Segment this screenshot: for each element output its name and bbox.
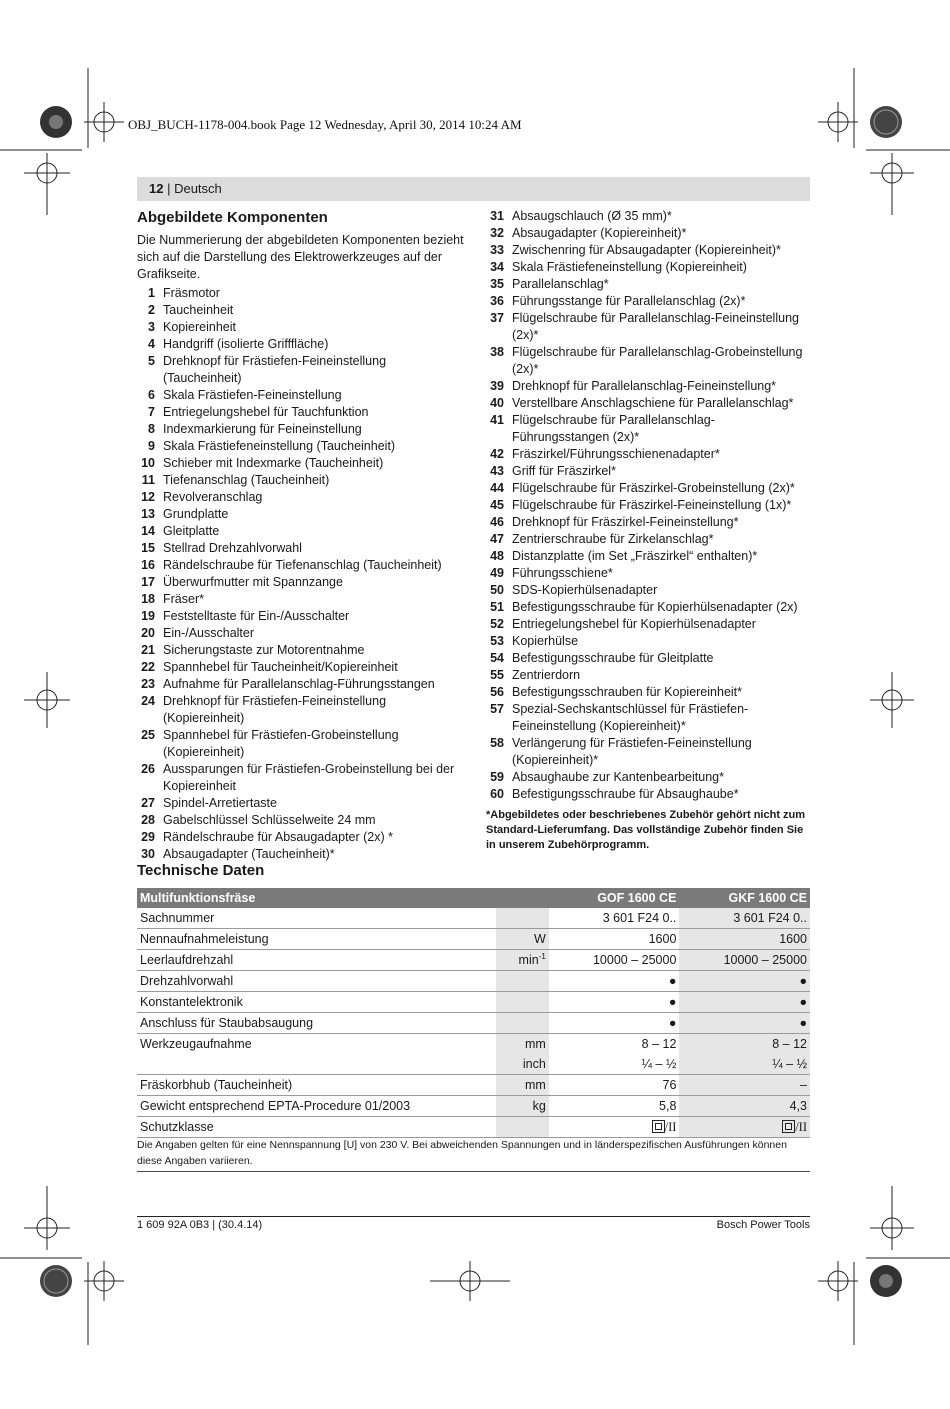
footer-divider (137, 1216, 810, 1217)
item-number: 56 (490, 685, 504, 699)
item-number: 34 (490, 260, 504, 274)
item-number: 23 (141, 677, 155, 691)
list-item (137, 404, 467, 421)
technical-footnote: Die Angaben gelten für eine Nennspannung [U] von 230 V. Bei abweichenden Spannungen und in länderspezifischen Ausführungen können diese Angaben variieren. (137, 1139, 787, 1167)
row-value-gof: 8 – 12 (641, 1037, 677, 1051)
item-text: Distanzplatte (im Set „Fräszirkel“ enthalten)* (512, 549, 758, 563)
list-item (486, 446, 806, 463)
row-value-gkf: ¼ – ½ (679, 1054, 810, 1075)
list-item (137, 676, 467, 693)
row-value-gkf: ● (679, 971, 810, 992)
item-text: Führungsschiene* (512, 566, 613, 580)
item-number: 9 (148, 439, 155, 453)
item-number: 19 (141, 609, 155, 623)
item-number: 32 (490, 226, 504, 240)
list-item (137, 421, 467, 438)
item-text: Zentrierschraube für Zirkelanschlag* (512, 532, 714, 546)
list-item (137, 438, 467, 455)
item-text: Revolveranschlag (163, 490, 263, 504)
table-row (137, 1075, 810, 1096)
item-text: Befestigungsschraube für Gleitplatte (512, 651, 714, 665)
item-text: Befestigungsschrauben für Kopiereinheit* (512, 685, 743, 699)
list-item (486, 514, 806, 531)
item-text: Skala Frästiefen-Feineinstellung (163, 388, 342, 402)
item-text: Feststelltaste für Ein-/Ausschalter (163, 609, 350, 623)
item-text: Flügelschraube für Fräszirkel-Feineinstellung (1x)* (512, 498, 792, 512)
item-number: 18 (141, 592, 155, 606)
item-text: Absaugadapter (Kopiereinheit)* (512, 226, 687, 240)
table-row (137, 929, 810, 950)
list-item (137, 523, 467, 540)
row-value-gof (549, 1117, 680, 1138)
item-number: 4 (148, 337, 155, 351)
list-item (486, 395, 806, 412)
item-number: 14 (141, 524, 155, 538)
item-number: 15 (141, 541, 155, 555)
item-number: 47 (490, 532, 504, 546)
item-number: 8 (148, 422, 155, 436)
item-text: Drehknopf für Frästiefen-Feineinstellung (Taucheinheit) (163, 354, 387, 385)
item-number: 33 (490, 243, 504, 257)
row-label: Schutzklasse (137, 1117, 496, 1138)
list-item (486, 633, 806, 650)
row-label: Sachnummer (137, 908, 496, 929)
item-number: 60 (490, 787, 504, 801)
slug-line: OBJ_BUCH-1178-004.book Page 12 Wednesday, April 30, 2014 10:24 AM (128, 117, 522, 132)
item-number: 1 (148, 286, 155, 300)
item-text: Zwischenring für Absaugadapter (Kopiereinheit)* (512, 243, 781, 257)
table-row (137, 1117, 810, 1138)
item-number: 45 (490, 498, 504, 512)
protection-class-icon (782, 1120, 795, 1133)
footer-doc-number: 1 609 92A 0B3 | (30.4.14) (137, 1219, 263, 1231)
row-label: Fräskorbhub (Taucheinheit) (137, 1075, 496, 1096)
item-number: 55 (490, 668, 504, 682)
list-item (486, 582, 806, 599)
item-text: SDS-Kopierhülsenadapter (512, 583, 658, 597)
item-text: Handgriff (isolierte Grifffläche) (163, 337, 329, 351)
table-header-gkf: GKF 1600 CE (679, 888, 810, 908)
list-item (486, 497, 806, 514)
item-number: 41 (490, 413, 504, 427)
row-label: Anschluss für Staubabsaugung (137, 1013, 496, 1034)
item-text: Kopierhülse (512, 634, 579, 648)
row-label (137, 1054, 496, 1075)
item-number: 22 (141, 660, 155, 674)
row-unit (496, 1013, 549, 1034)
list-item (137, 727, 467, 761)
item-number: 11 (141, 473, 155, 487)
item-number: 36 (490, 294, 504, 308)
item-text: Kopiereinheit (163, 320, 236, 334)
item-text: Drehknopf für Parallelanschlag-Feineinstellung* (512, 379, 777, 393)
row-value-gkf: – (679, 1075, 810, 1096)
table-header-row (137, 888, 810, 908)
item-text: Entriegelungshebel für Kopierhülsenadapter (512, 617, 756, 631)
list-item (486, 310, 806, 344)
item-number: 5 (148, 354, 155, 368)
item-text: Parallelanschlag* (512, 277, 609, 291)
row-value-gof: ● (549, 992, 680, 1013)
item-text: Grundplatte (163, 507, 229, 521)
technical-data-table (137, 888, 810, 1138)
item-number: 54 (490, 651, 504, 665)
list-item (137, 506, 467, 523)
table-row (137, 992, 810, 1013)
item-text: Rändelschraube für Tiefenanschlag (Taucheinheit) (163, 558, 442, 572)
list-item (486, 412, 806, 446)
row-value-gof: 10000 – 25000 (549, 950, 680, 971)
row-value-gkf: 10000 – 25000 (679, 950, 810, 971)
item-text: Drehknopf für Fräszirkel-Feineinstellung* (512, 515, 739, 529)
item-number: 6 (148, 388, 155, 402)
row-value-gkf: 4,3 (679, 1096, 810, 1117)
list-item (137, 489, 467, 506)
protection-class-icon (652, 1120, 665, 1133)
list-item (486, 378, 806, 395)
item-number: 43 (490, 464, 504, 478)
list-item (486, 701, 806, 735)
item-number: 12 (141, 490, 155, 504)
item-text: Ein-/Ausschalter (163, 626, 255, 640)
item-text: Spannhebel für Taucheinheit/Kopiereinheit (163, 660, 398, 674)
list-item (486, 259, 806, 276)
row-value-gof: ● (549, 1013, 680, 1034)
list-item (137, 455, 467, 472)
table-row (137, 1054, 810, 1075)
item-text: Aussparungen für Frästiefen-Grobeinstellung bei der Kopiereinheit (163, 762, 455, 793)
item-number: 10 (141, 456, 155, 470)
list-item (486, 276, 806, 293)
row-value-gkf (679, 1117, 810, 1138)
list-item (486, 667, 806, 684)
row-value-gkf: ● (679, 1013, 810, 1034)
item-number: 21 (141, 643, 155, 657)
list-item (137, 693, 467, 727)
item-text: Stellrad Drehzahlvorwahl (163, 541, 302, 555)
list-item (137, 608, 467, 625)
item-text: Griff für Fräszirkel* (512, 464, 616, 478)
item-text: Verlängerung für Frästiefen-Feineinstellung (Kopiereinheit)* (512, 736, 752, 767)
page-header: 12 | Deutsch (137, 177, 810, 201)
item-number: 35 (490, 277, 504, 291)
list-item (137, 540, 467, 557)
item-number: 24 (141, 694, 155, 708)
footer-brand: Bosch Power Tools (716, 1219, 810, 1231)
item-text: Fräszirkel/Führungsschienenadapter* (512, 447, 720, 461)
row-value-gof: ¼ – ½ (549, 1054, 680, 1075)
list-item (137, 574, 467, 591)
list-item (137, 336, 467, 353)
protection-class-text: /II (795, 1119, 807, 1134)
item-number: 16 (141, 558, 155, 572)
item-number: 52 (490, 617, 504, 631)
section-name: Deutsch (174, 181, 222, 196)
item-text: Sicherungstaste zur Motorentnahme (163, 643, 365, 657)
accessory-note: *Abgebildetes oder beschriebenes Zubehör gehört nicht zum Standard-Lieferumfang. Das vollständige Zubehör finden Sie in unserem Zubehörprogramm. (486, 809, 806, 851)
item-number: 3 (148, 320, 155, 334)
item-number: 30 (141, 847, 155, 861)
row-label: Nennaufnahmeleistung (137, 929, 496, 950)
row-value-gkf: ● (679, 992, 810, 1013)
list-item (486, 684, 806, 701)
components-intro: Die Nummerierung der abgebildeten Komponenten bezieht sich auf die Darstellung des Elektrowerkzeuges auf der Grafikseite. (137, 233, 464, 281)
table-header-gof: GOF 1600 CE (549, 888, 680, 908)
list-item (137, 319, 467, 336)
list-item (137, 659, 467, 676)
technical-heading: Technische Daten (137, 862, 265, 879)
list-item (137, 625, 467, 642)
item-number: 57 (490, 702, 504, 716)
item-number: 48 (490, 549, 504, 563)
item-text: Führungsstange für Parallelanschlag (2x)* (512, 294, 746, 308)
item-text: Schieber mit Indexmarke (Taucheinheit) (163, 456, 384, 470)
item-text: Überwurfmutter mit Spannzange (163, 575, 343, 589)
row-value-gof: 5,8 (549, 1096, 680, 1117)
item-number: 2 (148, 303, 155, 317)
item-text: Befestigungsschraube für Kopierhülsenadapter (2x) (512, 600, 798, 614)
row-label: Werkzeugaufnahme (140, 1037, 252, 1051)
list-item (137, 591, 467, 608)
item-number: 59 (490, 770, 504, 784)
table-row (137, 950, 810, 971)
components-list-right (486, 208, 806, 803)
item-number: 29 (141, 830, 155, 844)
item-number: 13 (141, 507, 155, 521)
table-header-product: Multifunktionsfräse (137, 888, 496, 908)
item-number: 38 (490, 345, 504, 359)
item-number: 26 (141, 762, 155, 776)
item-number: 17 (141, 575, 155, 589)
row-value-gof: 76 (549, 1075, 680, 1096)
list-item (486, 599, 806, 616)
list-item (137, 829, 467, 846)
item-number: 20 (141, 626, 155, 640)
item-text: Skala Frästiefeneinstellung (Taucheinheit) (163, 439, 396, 453)
item-text: Zentrierdorn (512, 668, 581, 682)
divider (137, 1171, 810, 1172)
list-item (486, 242, 806, 259)
row-value-gkf: 8 – 12 (679, 1034, 810, 1055)
list-item (486, 786, 806, 803)
row-label: Leerlaufdrehzahl (137, 950, 496, 971)
row-value-gof: 3 601 F24 0.. (549, 908, 680, 929)
item-number: 42 (490, 447, 504, 461)
list-item (137, 761, 467, 795)
item-number: 28 (141, 813, 155, 827)
item-text: Indexmarkierung für Feineinstellung (163, 422, 362, 436)
list-item (486, 769, 806, 786)
row-unit: W (496, 929, 549, 950)
table-row (137, 971, 810, 992)
list-item (486, 565, 806, 582)
row-unit (496, 992, 549, 1013)
item-text: Absaugschlauch (Ø 35 mm)* (512, 209, 672, 223)
table-row (137, 1096, 810, 1117)
item-number: 50 (490, 583, 504, 597)
row-value-gkf: 3 601 F24 0.. (679, 908, 810, 929)
item-text: Taucheinheit (163, 303, 234, 317)
item-text: Fräsmotor (163, 286, 220, 300)
list-item (137, 846, 467, 863)
list-item (137, 795, 467, 812)
item-number: 49 (490, 566, 504, 580)
row-label: Gewicht entsprechend EPTA-Procedure 01/2003 (137, 1096, 496, 1117)
list-item (486, 650, 806, 667)
item-text: Skala Frästiefeneinstellung (Kopiereinheit) (512, 260, 747, 274)
table-header-unit (496, 888, 549, 908)
list-item (137, 642, 467, 659)
item-number: 27 (141, 796, 155, 810)
item-number: 25 (141, 728, 155, 742)
list-item (137, 387, 467, 404)
list-item (486, 225, 806, 242)
components-list-left (137, 285, 467, 863)
item-number: 44 (490, 481, 504, 495)
list-item (486, 293, 806, 310)
table-row (137, 908, 810, 929)
list-item (486, 463, 806, 480)
item-number: 39 (490, 379, 504, 393)
components-heading: Abgebildete Komponenten (137, 209, 328, 226)
item-number: 37 (490, 311, 504, 325)
item-text: Entriegelungshebel für Tauchfunktion (163, 405, 369, 419)
row-unit: mm (496, 1075, 549, 1096)
item-text: Spezial-Sechskantschlüssel für Frästiefen-Feineinstellung (Kopiereinheit)* (512, 702, 749, 733)
list-item (137, 353, 467, 387)
protection-class-text: /II (664, 1119, 677, 1134)
item-text: Flügelschraube für Parallelanschlag-Feineinstellung (2x)* (512, 311, 799, 342)
item-text: Absaughaube zur Kantenbearbeitung* (512, 770, 724, 784)
list-item (486, 531, 806, 548)
item-text: Spindel-Arretiertaste (163, 796, 277, 810)
item-text: Rändelschraube für Absaugadapter (2x) * (163, 830, 394, 844)
item-text: Verstellbare Anschlagschiene für Parallelanschlag* (512, 396, 794, 410)
list-item (486, 548, 806, 565)
list-item (137, 557, 467, 574)
item-number: 58 (490, 736, 504, 750)
item-text: Flügelschraube für Parallelanschlag-Führungsstangen (2x)* (512, 413, 715, 444)
item-text: Drehknopf für Frästiefen-Feineinstellung (Kopiereinheit) (163, 694, 387, 725)
item-text: Aufnahme für Parallelanschlag-Führungsstangen (163, 677, 435, 691)
item-text: Spannhebel für Frästiefen-Grobeinstellung (Kopiereinheit) (163, 728, 399, 759)
item-number: 51 (490, 600, 504, 614)
list-item (137, 812, 467, 829)
item-text: Fräser* (163, 592, 204, 606)
row-value-gof: 1600 (549, 929, 680, 950)
item-text: Gabelschlüssel Schlüsselweite 24 mm (163, 813, 376, 827)
item-text: Befestigungsschraube für Absaughaube* (512, 787, 739, 801)
row-unit (496, 1117, 549, 1138)
row-unit: inch (496, 1054, 549, 1075)
list-item (486, 480, 806, 497)
item-text: Tiefenanschlag (Taucheinheit) (163, 473, 330, 487)
item-number: 7 (148, 405, 155, 419)
row-value-gof: ● (549, 971, 680, 992)
list-item (137, 302, 467, 319)
row-unit: mm (496, 1034, 549, 1055)
row-label: Drehzahlvorwahl (137, 971, 496, 992)
table-row (137, 1034, 810, 1055)
item-text: Absaugadapter (Taucheinheit)* (163, 847, 335, 861)
row-unit: kg (496, 1096, 549, 1117)
item-text: Flügelschraube für Parallelanschlag-Grobeinstellung (2x)* (512, 345, 803, 376)
item-number: 40 (490, 396, 504, 410)
table-row (137, 1013, 810, 1034)
list-item (486, 208, 806, 225)
row-unit (496, 908, 549, 929)
row-unit (496, 971, 549, 992)
row-value-gkf: 1600 (679, 929, 810, 950)
page-number: 12 (149, 181, 164, 196)
item-text: Flügelschraube für Fräszirkel-Grobeinstellung (2x)* (512, 481, 795, 495)
item-number: 31 (490, 209, 504, 223)
list-item (137, 285, 467, 302)
row-unit: $\min^{-1}$ (496, 950, 549, 971)
item-number: 46 (490, 515, 504, 529)
item-number: 53 (490, 634, 504, 648)
list-item (486, 735, 806, 769)
list-item (486, 344, 806, 378)
list-item (486, 616, 806, 633)
list-item (137, 472, 467, 489)
row-label: Konstantelektronik (137, 992, 496, 1013)
item-text: Gleitplatte (163, 524, 220, 538)
